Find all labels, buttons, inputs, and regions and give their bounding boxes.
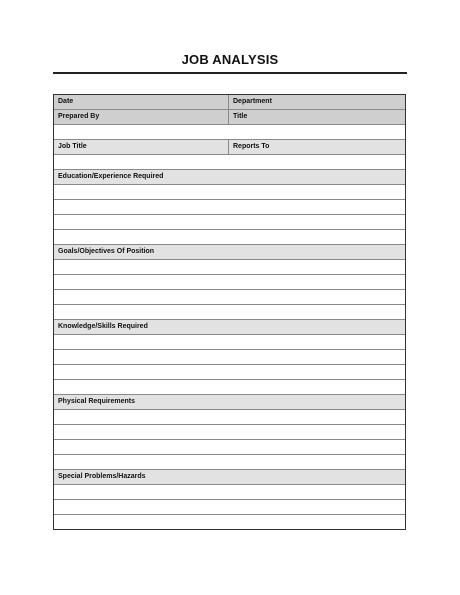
blank-line [54, 230, 405, 245]
section-header-label: Special Problems/Hazards [54, 470, 405, 484]
job-analysis-form [53, 94, 406, 530]
blank-line-cell[interactable] [54, 230, 405, 244]
title-field-label[interactable]: Title [229, 110, 405, 124]
blank-line [54, 125, 405, 140]
document-title: JOB ANALYSIS [181, 52, 279, 67]
blank-line [54, 500, 405, 515]
section-header-row [54, 470, 405, 485]
blank-line [54, 185, 405, 200]
blank-line-cell[interactable] [54, 290, 405, 304]
blank-line [54, 455, 405, 470]
blank-line [54, 215, 405, 230]
blank-line [54, 260, 405, 275]
date-field-label[interactable]: Date [54, 95, 229, 109]
job-title-field-label[interactable]: Job Title [54, 140, 229, 154]
section-header-row [54, 245, 405, 260]
blank-line-cell[interactable] [54, 515, 405, 529]
blank-line-cell[interactable] [54, 215, 405, 229]
blank-line [54, 335, 405, 350]
blank-line-cell[interactable] [54, 275, 405, 289]
blank-line [54, 200, 405, 215]
section-header-label: Knowledge/Skills Required [54, 320, 405, 334]
blank-line [54, 275, 405, 290]
blank-line-cell[interactable] [54, 500, 405, 514]
blank-line-cell[interactable] [54, 365, 405, 379]
section-header-row [54, 170, 405, 185]
section-header-label: Physical Requirements [54, 395, 405, 409]
section-header-label: Goals/Objectives Of Position [54, 245, 405, 259]
blank-line-cell[interactable] [54, 200, 405, 214]
blank-line-cell[interactable] [54, 455, 405, 469]
blank-line [54, 380, 405, 395]
blank-line [54, 515, 405, 529]
blank-line [54, 305, 405, 320]
department-field-label[interactable]: Department [229, 95, 405, 109]
blank-line-cell[interactable] [54, 335, 405, 349]
blank-line [54, 155, 405, 170]
blank-line [54, 290, 405, 305]
section-header-row [54, 320, 405, 335]
blank-line-cell[interactable] [54, 440, 405, 454]
blank-line-cell[interactable] [54, 485, 405, 499]
blank-line [54, 440, 405, 455]
blank-line-cell[interactable] [54, 410, 405, 424]
form-row-date-department [54, 95, 405, 110]
title-underline [53, 72, 407, 74]
blank-line-cell[interactable] [54, 185, 405, 199]
form-row-jobtitle-reports [54, 140, 405, 155]
blank-line-cell[interactable] [54, 155, 405, 169]
blank-line-cell[interactable] [54, 125, 405, 139]
section-header-row [54, 395, 405, 410]
blank-line-cell[interactable] [54, 425, 405, 439]
blank-line-cell[interactable] [54, 305, 405, 319]
blank-line-cell[interactable] [54, 350, 405, 364]
prepared-by-field-label[interactable]: Prepared By [54, 110, 229, 124]
blank-line [54, 365, 405, 380]
blank-line [54, 485, 405, 500]
form-sections [54, 170, 405, 529]
blank-line-cell[interactable] [54, 260, 405, 274]
reports-to-field-label[interactable]: Reports To [229, 140, 405, 154]
blank-line-cell[interactable] [54, 380, 405, 394]
section-header-label: Education/Experience Required [54, 170, 405, 184]
blank-line [54, 410, 405, 425]
form-row-prepared-title [54, 110, 405, 125]
blank-line [54, 350, 405, 365]
blank-line [54, 425, 405, 440]
